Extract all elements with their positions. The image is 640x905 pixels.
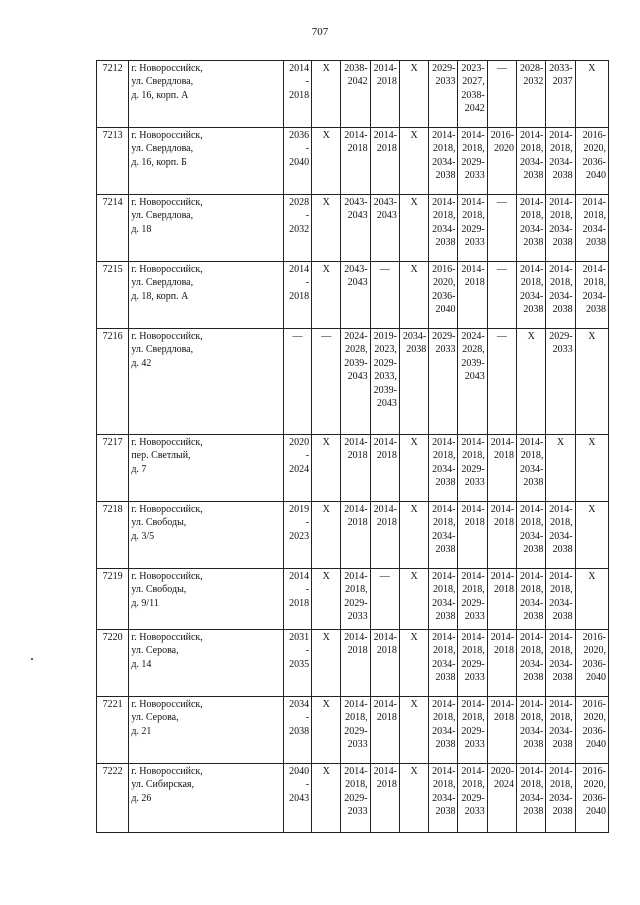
period-cell: 2014- 2018, 2034- 2038	[429, 697, 458, 764]
period-cell: 2038- 2042	[341, 61, 370, 128]
period-cell: 2028- 2032	[283, 195, 311, 262]
table-row	[97, 61, 609, 128]
period-cell: 2014- 2018, 2034- 2038	[546, 195, 575, 262]
table-row	[97, 764, 609, 833]
period-cell: 2014- 2018	[487, 569, 516, 630]
period-cell: X	[399, 569, 428, 630]
table-row	[97, 630, 609, 697]
period-cell: X	[399, 128, 428, 195]
period-cell: X	[312, 502, 341, 569]
period-cell: —	[283, 329, 311, 435]
period-cell: 2023- 2027, 2038- 2042	[458, 61, 487, 128]
row-number: 7219	[97, 569, 129, 630]
period-cell: X	[575, 329, 608, 435]
period-cell: 2019- 2023, 2029- 2033, 2039- 2043	[370, 329, 399, 435]
period-cell: 2014- 2018	[370, 630, 399, 697]
period-cell: X	[312, 435, 341, 502]
period-cell: X	[312, 128, 341, 195]
period-cell: X	[399, 630, 428, 697]
period-cell: 2016- 2020, 2036- 2040	[575, 764, 608, 833]
address-cell: г. Новороссийск, ул. Свердлова, д. 18, корп. А	[129, 262, 284, 329]
period-cell: X	[312, 630, 341, 697]
period-cell: —	[312, 329, 341, 435]
period-cell: 2020- 2024	[283, 435, 311, 502]
period-cell: 2016- 2020, 2036- 2040	[575, 630, 608, 697]
period-cell: 2014- 2018, 2034- 2038	[517, 128, 546, 195]
period-cell: 2014- 2018, 2034- 2038	[575, 262, 608, 329]
period-cell: 2028- 2032	[517, 61, 546, 128]
address-cell: г. Новороссийск, ул. Свердлова, д. 18	[129, 195, 284, 262]
period-cell: 2014- 2018, 2034- 2038	[546, 502, 575, 569]
period-cell: 2014- 2018, 2034- 2038	[517, 569, 546, 630]
period-cell: 2014- 2018, 2029- 2033	[458, 195, 487, 262]
period-cell: 2014- 2018	[283, 262, 311, 329]
row-number: 7213	[97, 128, 129, 195]
address-cell: г. Новороссийск, ул. Свободы, д. 9/11	[129, 569, 284, 630]
period-cell: —	[487, 329, 516, 435]
period-cell: 2019- 2023	[283, 502, 311, 569]
period-cell: 2014- 2018	[341, 128, 370, 195]
period-cell: 2014- 2018	[458, 502, 487, 569]
period-cell: 2016- 2020, 2036- 2040	[575, 697, 608, 764]
period-cell: X	[399, 435, 428, 502]
period-cell: 2014- 2018	[487, 435, 516, 502]
period-cell: 2014- 2018, 2029- 2033	[458, 435, 487, 502]
table-row	[97, 262, 609, 329]
period-cell: 2014- 2018	[370, 61, 399, 128]
period-cell: 2016- 2020, 2036- 2040	[575, 128, 608, 195]
period-cell: 2014- 2018, 2034- 2038	[429, 569, 458, 630]
period-cell: 2014- 2018, 2034- 2038	[429, 195, 458, 262]
address-cell: г. Новороссийск, ул. Сибирская, д. 26	[129, 764, 284, 833]
period-cell: 2014- 2018, 2034- 2038	[429, 435, 458, 502]
table-row	[97, 435, 609, 502]
period-cell: X	[575, 502, 608, 569]
period-cell: 2014- 2018, 2034- 2038	[517, 630, 546, 697]
row-number: 7212	[97, 61, 129, 128]
period-cell: X	[575, 61, 608, 128]
period-cell: X	[312, 697, 341, 764]
row-number: 7218	[97, 502, 129, 569]
address-cell: г. Новороссийск, ул. Свердлова, д. 16, корп. А	[129, 61, 284, 128]
period-cell: 2014- 2018	[458, 262, 487, 329]
period-cell: 2024- 2028, 2039- 2043	[458, 329, 487, 435]
period-cell: 2014- 2018	[487, 630, 516, 697]
period-cell: 2014- 2018, 2029- 2033	[458, 128, 487, 195]
period-cell: 2014- 2018, 2034- 2038	[546, 569, 575, 630]
row-number: 7217	[97, 435, 129, 502]
table-row	[97, 569, 609, 630]
period-cell: 2014- 2018, 2034- 2038	[575, 195, 608, 262]
period-cell: 2014- 2018	[370, 697, 399, 764]
period-cell: 2014- 2018, 2034- 2038	[546, 764, 575, 833]
period-cell: 2036- 2040	[283, 128, 311, 195]
period-cell: 2014- 2018, 2034- 2038	[517, 435, 546, 502]
row-number: 7214	[97, 195, 129, 262]
address-cell: г. Новороссийск, ул. Серова, д. 14	[129, 630, 284, 697]
period-cell: X	[399, 61, 428, 128]
period-cell: 2014- 2018, 2029- 2033	[458, 697, 487, 764]
period-cell: 2014- 2018	[283, 61, 311, 128]
period-cell: 2029- 2033	[546, 329, 575, 435]
period-cell: 2043- 2043	[341, 262, 370, 329]
period-cell: 2040- 2043	[283, 764, 311, 833]
period-cell: 2014- 2018, 2034- 2038	[517, 195, 546, 262]
period-cell: 2014- 2018, 2034- 2038	[517, 697, 546, 764]
period-cell: 2014- 2018	[370, 764, 399, 833]
period-cell: 2014- 2018, 2034- 2038	[546, 697, 575, 764]
address-cell: г. Новороссийск, ул. Свердлова, д. 42	[129, 329, 284, 435]
period-cell: 2014- 2018	[370, 128, 399, 195]
period-cell: 2014- 2018, 2034- 2038	[517, 262, 546, 329]
period-cell: 2020- 2024	[487, 764, 516, 833]
period-cell: 2034- 2038	[283, 697, 311, 764]
period-cell: X	[517, 329, 546, 435]
period-cell: 2014- 2018	[283, 569, 311, 630]
period-cell: 2014- 2018	[341, 435, 370, 502]
period-cell: X	[575, 569, 608, 630]
row-number: 7215	[97, 262, 129, 329]
period-cell: 2014- 2018	[370, 435, 399, 502]
table-row	[97, 697, 609, 764]
period-cell: 2014- 2018	[341, 630, 370, 697]
period-cell: X	[546, 435, 575, 502]
table-row	[97, 502, 609, 569]
period-cell: 2014- 2018	[341, 502, 370, 569]
period-cell: 2014- 2018, 2029- 2033	[341, 569, 370, 630]
period-cell: —	[487, 61, 516, 128]
table-row	[97, 329, 609, 435]
period-cell: —	[487, 195, 516, 262]
address-cell: г. Новороссийск, ул. Свердлова, д. 16, корп. Б	[129, 128, 284, 195]
period-cell: X	[575, 435, 608, 502]
table-row	[97, 128, 609, 195]
period-cell: 2043- 2043	[370, 195, 399, 262]
period-cell: 2014- 2018, 2034- 2038	[429, 764, 458, 833]
row-number: 7221	[97, 697, 129, 764]
period-cell: X	[312, 195, 341, 262]
period-cell: 2034- 2038	[399, 329, 428, 435]
period-cell: 2014- 2018, 2029- 2033	[458, 569, 487, 630]
period-cell: 2029- 2033	[429, 61, 458, 128]
address-cell: г. Новороссийск, пер. Светлый, д. 7	[129, 435, 284, 502]
period-cell: X	[399, 262, 428, 329]
period-cell: X	[312, 569, 341, 630]
period-cell: X	[399, 502, 428, 569]
address-cell: г. Новороссийск, ул. Серова, д. 21	[129, 697, 284, 764]
period-cell: 2029- 2033	[429, 329, 458, 435]
period-cell: 2031- 2035	[283, 630, 311, 697]
period-cell: 2014- 2018, 2034- 2038	[546, 630, 575, 697]
period-cell: X	[312, 61, 341, 128]
period-cell: 2024- 2028, 2039- 2043	[341, 329, 370, 435]
period-cell: X	[399, 195, 428, 262]
period-cell: 2014- 2018, 2034- 2038	[517, 502, 546, 569]
period-cell: 2016- 2020, 2036- 2040	[429, 262, 458, 329]
period-cell: 2014- 2018, 2034- 2038	[429, 502, 458, 569]
period-cell: 2014- 2018, 2029- 2033	[458, 764, 487, 833]
period-cell: 2014- 2018, 2029- 2033	[341, 697, 370, 764]
period-cell: —	[370, 262, 399, 329]
period-cell: 2014- 2018	[487, 697, 516, 764]
period-cell: 2014- 2018, 2034- 2038	[517, 764, 546, 833]
period-cell: X	[312, 764, 341, 833]
stray-dot-mark	[31, 658, 33, 660]
period-cell: 2014- 2018, 2034- 2038	[429, 128, 458, 195]
period-cell: 2033- 2037	[546, 61, 575, 128]
row-number: 7220	[97, 630, 129, 697]
period-cell: X	[312, 262, 341, 329]
page-number: 707	[311, 26, 329, 38]
row-number: 7216	[97, 329, 129, 435]
period-cell: 2014- 2018, 2034- 2038	[429, 630, 458, 697]
period-cell: X	[399, 764, 428, 833]
period-cell: 2014- 2018, 2034- 2038	[546, 262, 575, 329]
period-cell: 2043- 2043	[341, 195, 370, 262]
period-cell: 2014- 2018, 2029- 2033	[341, 764, 370, 833]
period-cell: —	[487, 262, 516, 329]
schedule-table	[96, 60, 609, 833]
table-row	[97, 195, 609, 262]
period-cell: 2014- 2018, 2029- 2033	[458, 630, 487, 697]
address-cell: г. Новороссийск, ул. Свободы, д. 3/5	[129, 502, 284, 569]
period-cell: 2016- 2020	[487, 128, 516, 195]
row-number: 7222	[97, 764, 129, 833]
period-cell: 2014- 2018	[487, 502, 516, 569]
period-cell: X	[399, 697, 428, 764]
period-cell: 2014- 2018	[370, 502, 399, 569]
period-cell: —	[370, 569, 399, 630]
period-cell: 2014- 2018, 2034- 2038	[546, 128, 575, 195]
